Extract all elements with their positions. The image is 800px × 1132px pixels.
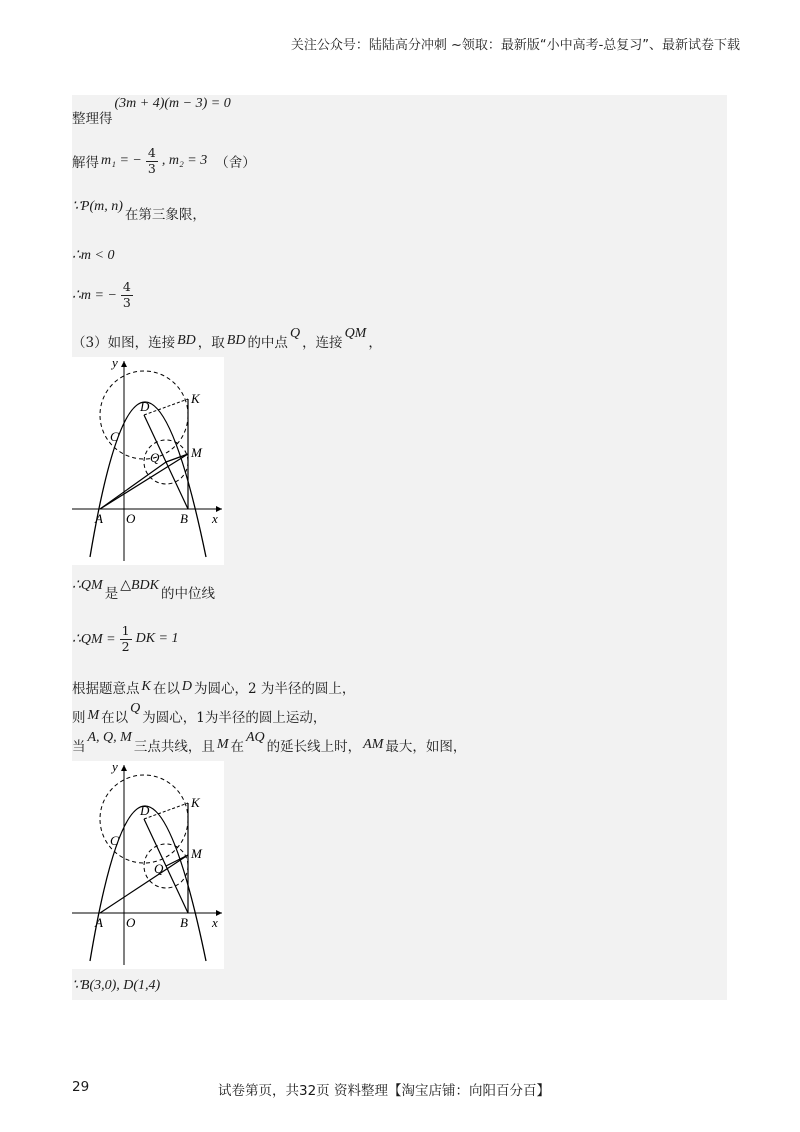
equation-part: m₁ = − (101, 153, 142, 168)
y-axis-arrow (121, 765, 127, 771)
line-qm-length (72, 625, 179, 653)
equation: ∵B(3,0), D(1,4) (72, 978, 161, 993)
numerator: 4 (122, 279, 131, 294)
label-y: y (112, 761, 118, 774)
line-m-value (72, 281, 135, 309)
text: 为圆心，2 为半径的圆上， (193, 681, 356, 697)
text: 在 (230, 739, 244, 755)
triangle-label: △BDK (120, 577, 159, 593)
label-k: K (191, 391, 200, 406)
label-d: D (140, 803, 150, 818)
segment-label: BD (226, 333, 246, 348)
segment-label: BD (177, 333, 196, 348)
page-footer (72, 1079, 728, 1099)
equation: (3m + 4)(m − 3) = 0 (114, 96, 231, 111)
geometry-figure-2 (72, 761, 224, 969)
text: 根据题意点 (72, 681, 140, 697)
label-x: x (212, 511, 218, 526)
text: 在第三象限， (124, 207, 206, 223)
text: 当 (72, 739, 86, 755)
numerator: 4 (147, 145, 156, 160)
segment-label: QM (344, 326, 367, 341)
line-point-p (72, 198, 206, 223)
line-part3 (72, 326, 382, 351)
line-points-bd (72, 977, 160, 994)
line-m-negative (72, 247, 114, 264)
text: 的中点 (247, 335, 288, 351)
segment-dk (144, 399, 188, 415)
text: 最大，如图， (385, 739, 467, 755)
label-c: C (110, 429, 119, 444)
text: ，取 (197, 335, 225, 351)
solution-content (72, 95, 727, 1000)
point-label: M (87, 708, 100, 723)
point-label: M (216, 737, 229, 752)
label-x: x (212, 915, 218, 930)
label-c: C (110, 833, 119, 848)
label-k: K (191, 795, 200, 810)
segment-label: ∴QM (72, 577, 103, 593)
text: 三点共线，且 (133, 739, 215, 755)
equation: ∴m = − (72, 287, 117, 303)
fraction (146, 147, 158, 175)
point-label: K (141, 679, 151, 694)
denominator: 3 (122, 294, 131, 310)
text-label: 整理得 (72, 111, 113, 127)
label-q: Q (150, 450, 160, 465)
text: 在以 (152, 681, 180, 697)
numerator: 1 (121, 623, 130, 638)
line-circle-q (72, 701, 327, 726)
equation: ∴m < 0 (72, 248, 115, 263)
text: 是 (104, 586, 119, 602)
line-solve (72, 147, 256, 175)
segment-label: AQ (246, 730, 265, 745)
label-b: B (180, 511, 188, 526)
equation: ∵P(m, n) (72, 198, 123, 214)
page-number: 29 (72, 1079, 90, 1095)
y-axis-arrow (121, 361, 127, 367)
line-midline (72, 577, 215, 602)
points-label: A, Q, M (87, 730, 132, 745)
segment-dk (144, 803, 188, 819)
label-a: A (95, 915, 103, 930)
equation-part: ∴QM = (72, 631, 116, 647)
denominator: 2 (121, 638, 130, 654)
label-a: A (95, 511, 103, 526)
segment-label: AM (363, 737, 384, 752)
footer-text: 试卷第页，共32页 资料整理【淘宝店铺：向阳百分百】 (218, 1083, 550, 1099)
label-m: M (191, 846, 202, 861)
text-label: 解得 (72, 155, 99, 171)
denominator: 3 (147, 160, 156, 176)
label-o: O (126, 511, 136, 526)
geometry-figure-1 (72, 357, 224, 565)
text: 在以 (101, 710, 129, 726)
point-label: Q (289, 326, 301, 341)
text: 的延长线上时， (266, 739, 362, 755)
label-d: D (140, 399, 150, 414)
equation-part: , m₂ = 3 (161, 153, 208, 168)
label-o: O (126, 915, 136, 930)
equation-part: DK = 1 (135, 631, 179, 646)
parabola (90, 806, 206, 961)
label-q: Q (154, 861, 164, 876)
text: （3）如图，连接 (72, 335, 176, 351)
fraction (121, 281, 133, 309)
point-label: D (181, 679, 192, 694)
point-label: Q (130, 701, 141, 716)
line-circle-d (72, 677, 355, 697)
label-b: B (180, 915, 188, 930)
text: ， (368, 335, 382, 351)
line-collinear (72, 730, 467, 755)
text: 为圆心，1为半径的圆上运动， (142, 710, 327, 726)
label-y: y (112, 357, 118, 370)
page-header: 关注公众号：陆陆高分冲刺 ~领取：最新版“小中高考-总复习”、最新试卷下载 (290, 38, 740, 53)
text: ，连接 (302, 335, 343, 351)
text: 的中位线 (160, 586, 215, 602)
text: 则 (72, 710, 86, 726)
note: （舍） (215, 155, 256, 171)
fraction (120, 625, 132, 653)
label-m: M (191, 445, 202, 460)
segment-aq (100, 462, 166, 509)
line-simplify (72, 96, 231, 127)
